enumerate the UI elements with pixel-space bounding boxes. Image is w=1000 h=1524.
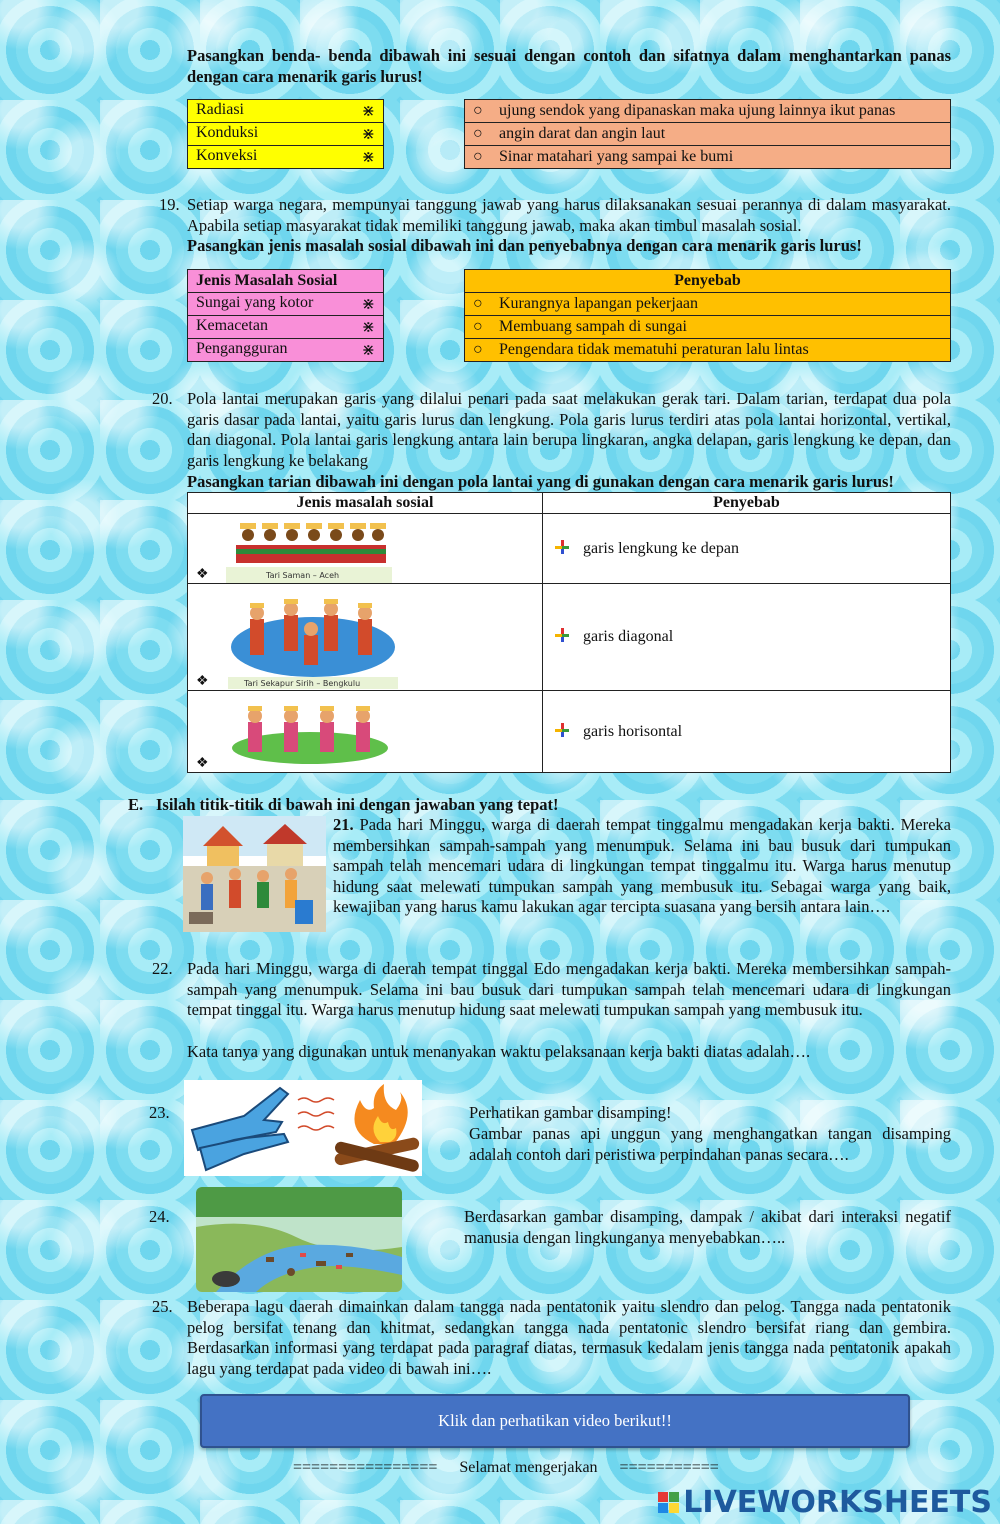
q18-right-table <box>464 99 951 169</box>
tari-saman-image <box>226 515 392 583</box>
q19-right-header: Penyebab <box>465 270 951 293</box>
kerja-bakti-image <box>183 816 326 932</box>
match-star-icon[interactable]: ⋇ <box>361 103 375 120</box>
q18-left-table <box>187 99 384 169</box>
tari-sekapur-caption: Tari Sekapur Sirih – Bengkulu <box>244 679 361 688</box>
q22-text: Pada hari Minggu, warga di daerah tempat tinggal Edo mengadakan kerja bakti. Mereka membersihkan sampah-sampah yang menumpuk. Selama ini bau busuk dari tumpukan sampah telah mencemari udara di lingkungan tempat tinggal itu. Warga harus menutup hidung saat melewati tumpukan sampah yang membusuk itu. <box>187 959 951 1019</box>
q20-number: 20. <box>152 389 173 408</box>
tari-sekapur-sirih-image <box>228 589 398 689</box>
q21-number: 21. <box>333 815 354 834</box>
footer <box>293 1459 719 1477</box>
q18-right-item: ○ ujung sendok yang dipanaskan maka ujung lainnya ikut panas <box>465 100 951 123</box>
q23-line2: Gambar panas api unggun yang menghangatkan tangan disamping adalah contoh dari peristiwa perpindahan panas secara…. <box>469 1124 951 1164</box>
q18-right-item: ○ Sinar matahari yang sampai ke bumi <box>465 146 951 169</box>
match-star-icon[interactable]: ⋇ <box>361 319 375 336</box>
liveworksheets-logo[interactable] <box>658 1485 992 1520</box>
footer-left-rule: ================ <box>293 1459 438 1476</box>
plus-icon[interactable] <box>555 540 569 554</box>
campfire-hands-image <box>184 1080 422 1176</box>
q25-number: 25. <box>152 1297 173 1316</box>
q18-instruction: Pasangkan benda- benda dibawah ini sesuai dengan contoh dan sifatnya dalam menghantarkan panas dengan cara menarik garis lurus! <box>187 46 951 86</box>
tari-saman-caption: Tari Saman – Aceh <box>266 571 340 580</box>
q20-text: Pola lantai merupakan garis yang dilalui penari pada saat melakukan gerak tari. Dalam tarian, terdapat dua pola garis dasar pada lantai, yaitu garis lurus dan lengkung. Pola garis lurus terdiri atas pola lantai horizontal, vertikal, dan diagonal. Pola lantai garis lengkung antara lain berupa lingkaran, angka delapan, garis lengkung ke depan, dan garis lengkung ke belakang <box>187 389 951 470</box>
q18-right-item: ○ angin darat dan angin laut <box>465 123 951 146</box>
q19-number: 19. <box>159 195 180 214</box>
match-circle-icon[interactable]: ○ <box>473 148 483 165</box>
q20-dance-cell <box>188 584 543 691</box>
q20-pattern-cell: garis lengkung ke depan <box>543 514 951 584</box>
match-star-icon[interactable]: ⋇ <box>361 342 375 359</box>
diamond-icon[interactable]: ❖ <box>196 674 209 689</box>
q19-right-item: ○ Kurangnya lapangan pekerjaan <box>465 293 951 316</box>
q20-instruction: Pasangkan tarian dibawah ini dengan pola lantai yang di gunakan dengan cara menarik garis lurus! <box>187 472 894 491</box>
plus-icon[interactable] <box>555 723 569 737</box>
q23-line1: Perhatikan gambar disamping! <box>469 1103 672 1122</box>
liveworksheets-logo-icon <box>658 1492 679 1513</box>
q25-text: Beberapa lagu daerah dimainkan dalam tangga nada pentatonik yaitu slendro dan pelog. Tangga nada pentatonik pelog bersifat tenang dan khitmat, sedangkan tangga nada pentatonic slendro bersifat riang dan gembira. Berdasarkan informasi yang terdapat pada paragraf diatas, termasuk kedalam jenis tangga nada pentatonik apakah lagu yang terdapat pada video di bawah ini…. <box>187 1297 951 1378</box>
footer-text: Selamat mengerjakan <box>459 1459 598 1476</box>
q19-text: Setiap warga negara, mempunyai tanggung jawab yang harus dilaksanakan sesuai perannya di dalam masyarakat. Apabila setiap masyarakat tidak memiliki tanggung jawab, maka akan timbul masalah sosial. <box>187 195 951 235</box>
q18-left-item: Konduksi ⋇ <box>188 123 384 146</box>
match-circle-icon[interactable]: ○ <box>473 295 483 312</box>
q24-number: 24. <box>149 1207 170 1226</box>
q20-pattern-cell: garis diagonal <box>543 584 951 691</box>
q19-left-item: Sungai yang kotor ⋇ <box>188 293 384 316</box>
q24-text: Berdasarkan gambar disamping, dampak / akibat dari interaksi negatif manusia dengan lingkunganya menyebabkan….. <box>464 1207 951 1247</box>
tari-third-image <box>228 694 393 772</box>
plus-icon[interactable] <box>555 628 569 642</box>
footer-right-rule: =========== <box>619 1459 719 1476</box>
q20-col1-header: Jenis masalah sosial <box>188 493 543 514</box>
q19-left-item: Kemacetan ⋇ <box>188 316 384 339</box>
q21-text: 21. Pada hari Minggu, warga di daerah tempat tinggalmu mengadakan kerja bakti. Mereka membersihkan sampah-sampah yang menumpuk. Selama ini bau busuk dari tumpukan sampah telah mencemari udara di lingkungan tempat tinggalmu itu. Warga harus menutup hidung saat melewati tumpukan sampah yang membusuk itu. Sebagai warga yang baik, kewajiban yang harus kamu lakukan agar tercipta suasana yang bersih antara lain…. <box>333 815 951 916</box>
section-e-title: Isilah titik-titik di bawah ini dengan jawaban yang tepat! <box>156 795 559 814</box>
liveworksheets-brand: LIVEWORKSHEETS <box>683 1485 992 1520</box>
diamond-icon[interactable]: ❖ <box>196 567 209 582</box>
diamond-icon[interactable]: ❖ <box>196 756 209 771</box>
match-star-icon[interactable]: ⋇ <box>361 296 375 313</box>
q20-col2-header: Penyebab <box>543 493 951 514</box>
match-circle-icon[interactable]: ○ <box>473 125 483 142</box>
q19-right-table <box>464 269 951 362</box>
q20-table <box>187 492 951 773</box>
q19-right-item: ○ Membuang sampah di sungai <box>465 316 951 339</box>
q20-pattern-cell: garis horisontal <box>543 691 951 773</box>
q20-dance-cell <box>188 691 543 773</box>
q19-left-header: Jenis Masalah Sosial <box>188 270 384 293</box>
polluted-river-image <box>196 1187 402 1292</box>
q20-dance-cell <box>188 514 543 584</box>
match-star-icon[interactable]: ⋇ <box>361 149 375 166</box>
match-circle-icon[interactable]: ○ <box>473 102 483 119</box>
q18-left-item: Radiasi ⋇ <box>188 100 384 123</box>
match-circle-icon[interactable]: ○ <box>473 341 483 358</box>
match-circle-icon[interactable]: ○ <box>473 318 483 335</box>
video-button[interactable]: Klik dan perhatikan video berikut!! <box>200 1394 910 1448</box>
match-star-icon[interactable]: ⋇ <box>361 126 375 143</box>
q19-left-table <box>187 269 384 362</box>
q23-number: 23. <box>149 1103 170 1122</box>
q22-question: Kata tanya yang digunakan untuk menanyakan waktu pelaksanaan kerja bakti diatas adalah…. <box>187 1042 811 1061</box>
q19-left-item: Pengangguran ⋇ <box>188 339 384 362</box>
section-e-letter: E. <box>128 795 144 814</box>
q22-number: 22. <box>152 959 173 978</box>
q19-instruction: Pasangkan jenis masalah sosial dibawah ini dan penyebabnya dengan cara menarik garis lurus! <box>187 236 862 255</box>
q19-right-item: ○ Pengendara tidak mematuhi peraturan lalu lintas <box>465 339 951 362</box>
q18-left-item: Konveksi ⋇ <box>188 146 384 169</box>
